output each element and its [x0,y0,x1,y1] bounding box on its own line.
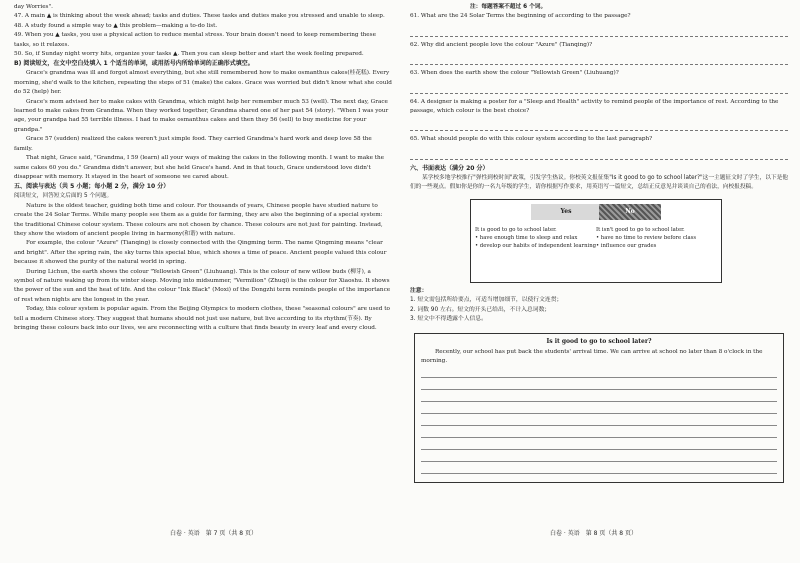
essay-box[interactable] [414,333,784,483]
writing-line[interactable] [421,450,777,462]
writing-line[interactable] [421,414,777,426]
pro-item: • develop our habits of independent learning [475,243,596,250]
section6-heading: 六、书面表达（满分 20 分） [410,164,489,172]
essay-title: Is it good to go to school later? [546,338,652,346]
question-64: 64. A designer is making a poster for a "Sleep and Health" activity to remind people of the importance of rest. According to the passage, which colour is the best choice? [410,98,779,115]
con-item: • influence our grades [596,243,657,250]
reading-paragraph: During Lichun, the earth shows the colour "Yellowish Green" (Liuhuang). This is the colour of new willow buds (柳芽), a symbol of nature waking up from its winter sleep. Moving into midsummer, "Vermilion" (Zhuqi) is the colour for Xiaoshu. It shows the power of the sun and the heat of life. And the colour "Ink Black" (Moxi) of the Dongzhi term reminds people of the importance of rest when nights are the longest in the year. [14,268,391,303]
page-footer-left: 白卷 · 英语 第 7 页（共 8 页） [170,530,257,537]
writing-notes [410,287,788,325]
cloze-paragraph: Grace 57 (sudden) realized the cakes weren't just simple food. They carried Grandma's hard work and deep love 58 the family. [14,136,372,152]
con-column [596,226,717,251]
answer-line-62[interactable] [410,50,788,65]
yes-no-banner [531,204,661,220]
question-63: 63. When does the earth show the colour "Yellowish Green" (Liuhuang)? [410,70,619,77]
cloze-paragraph: Grace's grandma was ill and forgot almost everything, but she still remembered how to make osmanthus cakes(桂花糕). Every morning, she'd walk to the kitchen, repeating the steps of 51 (make) the cakes. Grace was worried but didn't know what she could do 52 (help) her. [14,70,392,96]
note-item: 2. 词数 90 左右。短文的开头已给出，不计入总词数； [410,306,551,313]
question-49: 49. When you ▲ tasks, you use a physical action to reduce mental stress. Your brain doesn't need to keep remembering these tasks, so it relaxes. [14,32,376,48]
answer-note: 注：每题答案不超过 6 个词。 [470,4,547,10]
essay-opening: Recently, our school has put back the students' arrival time. We can arrive at school no later than 8 o'clock in the morning. [421,349,763,365]
opinion-chart [470,199,722,283]
yes-label: Yes [531,204,601,220]
exam-page-right [400,0,800,563]
reading-paragraph: Nature is the oldest teacher, guiding both time and colour. For thousands of years, Chinese people have studied nature to create the 24 Solar Terms. While many people see them as a guide for farming, they are also the beginning of a special system: the traditional Chinese colour system. These colours are not chosen by chance. These colours are not just for painting. Instead, they show the wisdom of ancient people living in harmony(和谐) with nature. [14,202,383,237]
no-label: No [599,204,661,220]
writing-prompt: 某学校多地学校推行"弹性到校时间"政策，引发学生热议。你校英文报征集"Is it good to go to school later?"这一主题征文时了学生，以下是他们的一些观点。假如你是你的一名九年级的学生，请你根据写作要求，用英语写一篇短文，总结正反意见并谈谈自己的看法，向校报投稿。 [410,174,788,191]
note-item: 3. 短文中不得透露个人信息。 [410,316,487,323]
section-b-heading: B) 阅读短文，在文中空白处填入 1 个适当的单词，或用括号内所给单词的正确形式填空。 [14,60,254,68]
answer-line-65[interactable] [410,145,788,160]
writing-line[interactable] [421,378,777,390]
note-item: 1. 短文需包括所给要点，可适当增加细节，以使行文连贯； [410,297,563,304]
question-47: 47. A main ▲ is thinking about the week ahead; tasks and duties. These tasks and duties make you stressed and unable to sleep. [14,13,385,20]
answer-line-63[interactable] [410,79,788,94]
section5-instruction: 阅读短文，回答短文后面的 5 个问题。 [14,193,113,200]
pro-item: • have enough time to sleep and relax [475,235,578,242]
writing-line[interactable] [421,390,777,402]
notes-heading: 注意： [410,287,428,294]
pro-column [475,226,596,251]
con-title: It isn't good to go to school later. [596,226,685,233]
writing-line[interactable] [421,426,777,438]
reading-paragraph: For example, the colour "Azure" (Tianqing) is closely connected with the Qingming term. The name Qingming means "clear and bright". After the spring rain, the sky turns this special blue, which shows a time of peace. Ancient people valued this colour because it showed the purity of the natural world in spring. [14,240,387,266]
con-item: • have no time to review before class [596,235,697,242]
question-62: 62. Why did ancient people love the colour "Azure" (Tianqing)? [410,41,593,48]
writing-line[interactable] [421,402,777,414]
question-50: 50. So, if Sunday night worry hits, organize your tasks ▲. Then you can sleep better and start the week feeling prepared. [14,51,364,58]
question-48: 48. A study found a simple way to ▲ this problem—making a to-do list. [14,22,218,29]
writing-line[interactable] [421,462,777,474]
cloze-paragraph: That night, Grace said, "Grandma, I 59 (learn) all your ways of making the cakes in the following month. I want to make the same cakes 60 you do." Grandma didn't answer, but she held Grace's hand. And in that touch, Grace understood love didn't disappear with memory. It stayed in the heart of someone we cared about. [14,155,385,180]
writing-line[interactable] [421,366,777,378]
section5-heading: 五、阅读与表达（共 5 小题；每小题 2 分，满分 10 分） [14,183,170,191]
cloze-paragraph: Grace's mom advised her to make cakes with Grandma, which might help her remember much 53 (well). The next day, Grace learned to make cakes from Grandma. When they worked together, Grandma shared one of her past 54 (story). "When I was your age, your grandpa had 55 terrible illness. I had to make osmanthus cakes and then they 56 (sell) to buy medicine for your grandpa." [14,98,389,133]
question-61: 61. What are the 24 Solar Terms the beginning of according to the passage? [410,13,631,20]
pro-title: It is good to go to school later. [475,226,557,233]
answer-line-61[interactable] [410,22,788,37]
answer-line-64[interactable] [410,116,788,131]
passage-tail: day Worries". [14,4,53,10]
page-footer-right: 白卷 · 英语 第 8 页（共 8 页） [550,530,637,537]
reading-paragraph: Today, this colour system is popular again. From the Beijing Olympics to modern clothes, these "seasonal colours" are used to tell a modern Chinese story. They suggest that humans should not just use nature, but live according to its rhythm(节奏). By bringing these colours back into our lives, we are reconnecting with a culture that finds beauty in every leaf and every cloud. [14,306,390,331]
writing-line[interactable] [421,438,777,450]
question-65: 65. What should people do with this colour system according to the last paragraph? [410,136,653,143]
